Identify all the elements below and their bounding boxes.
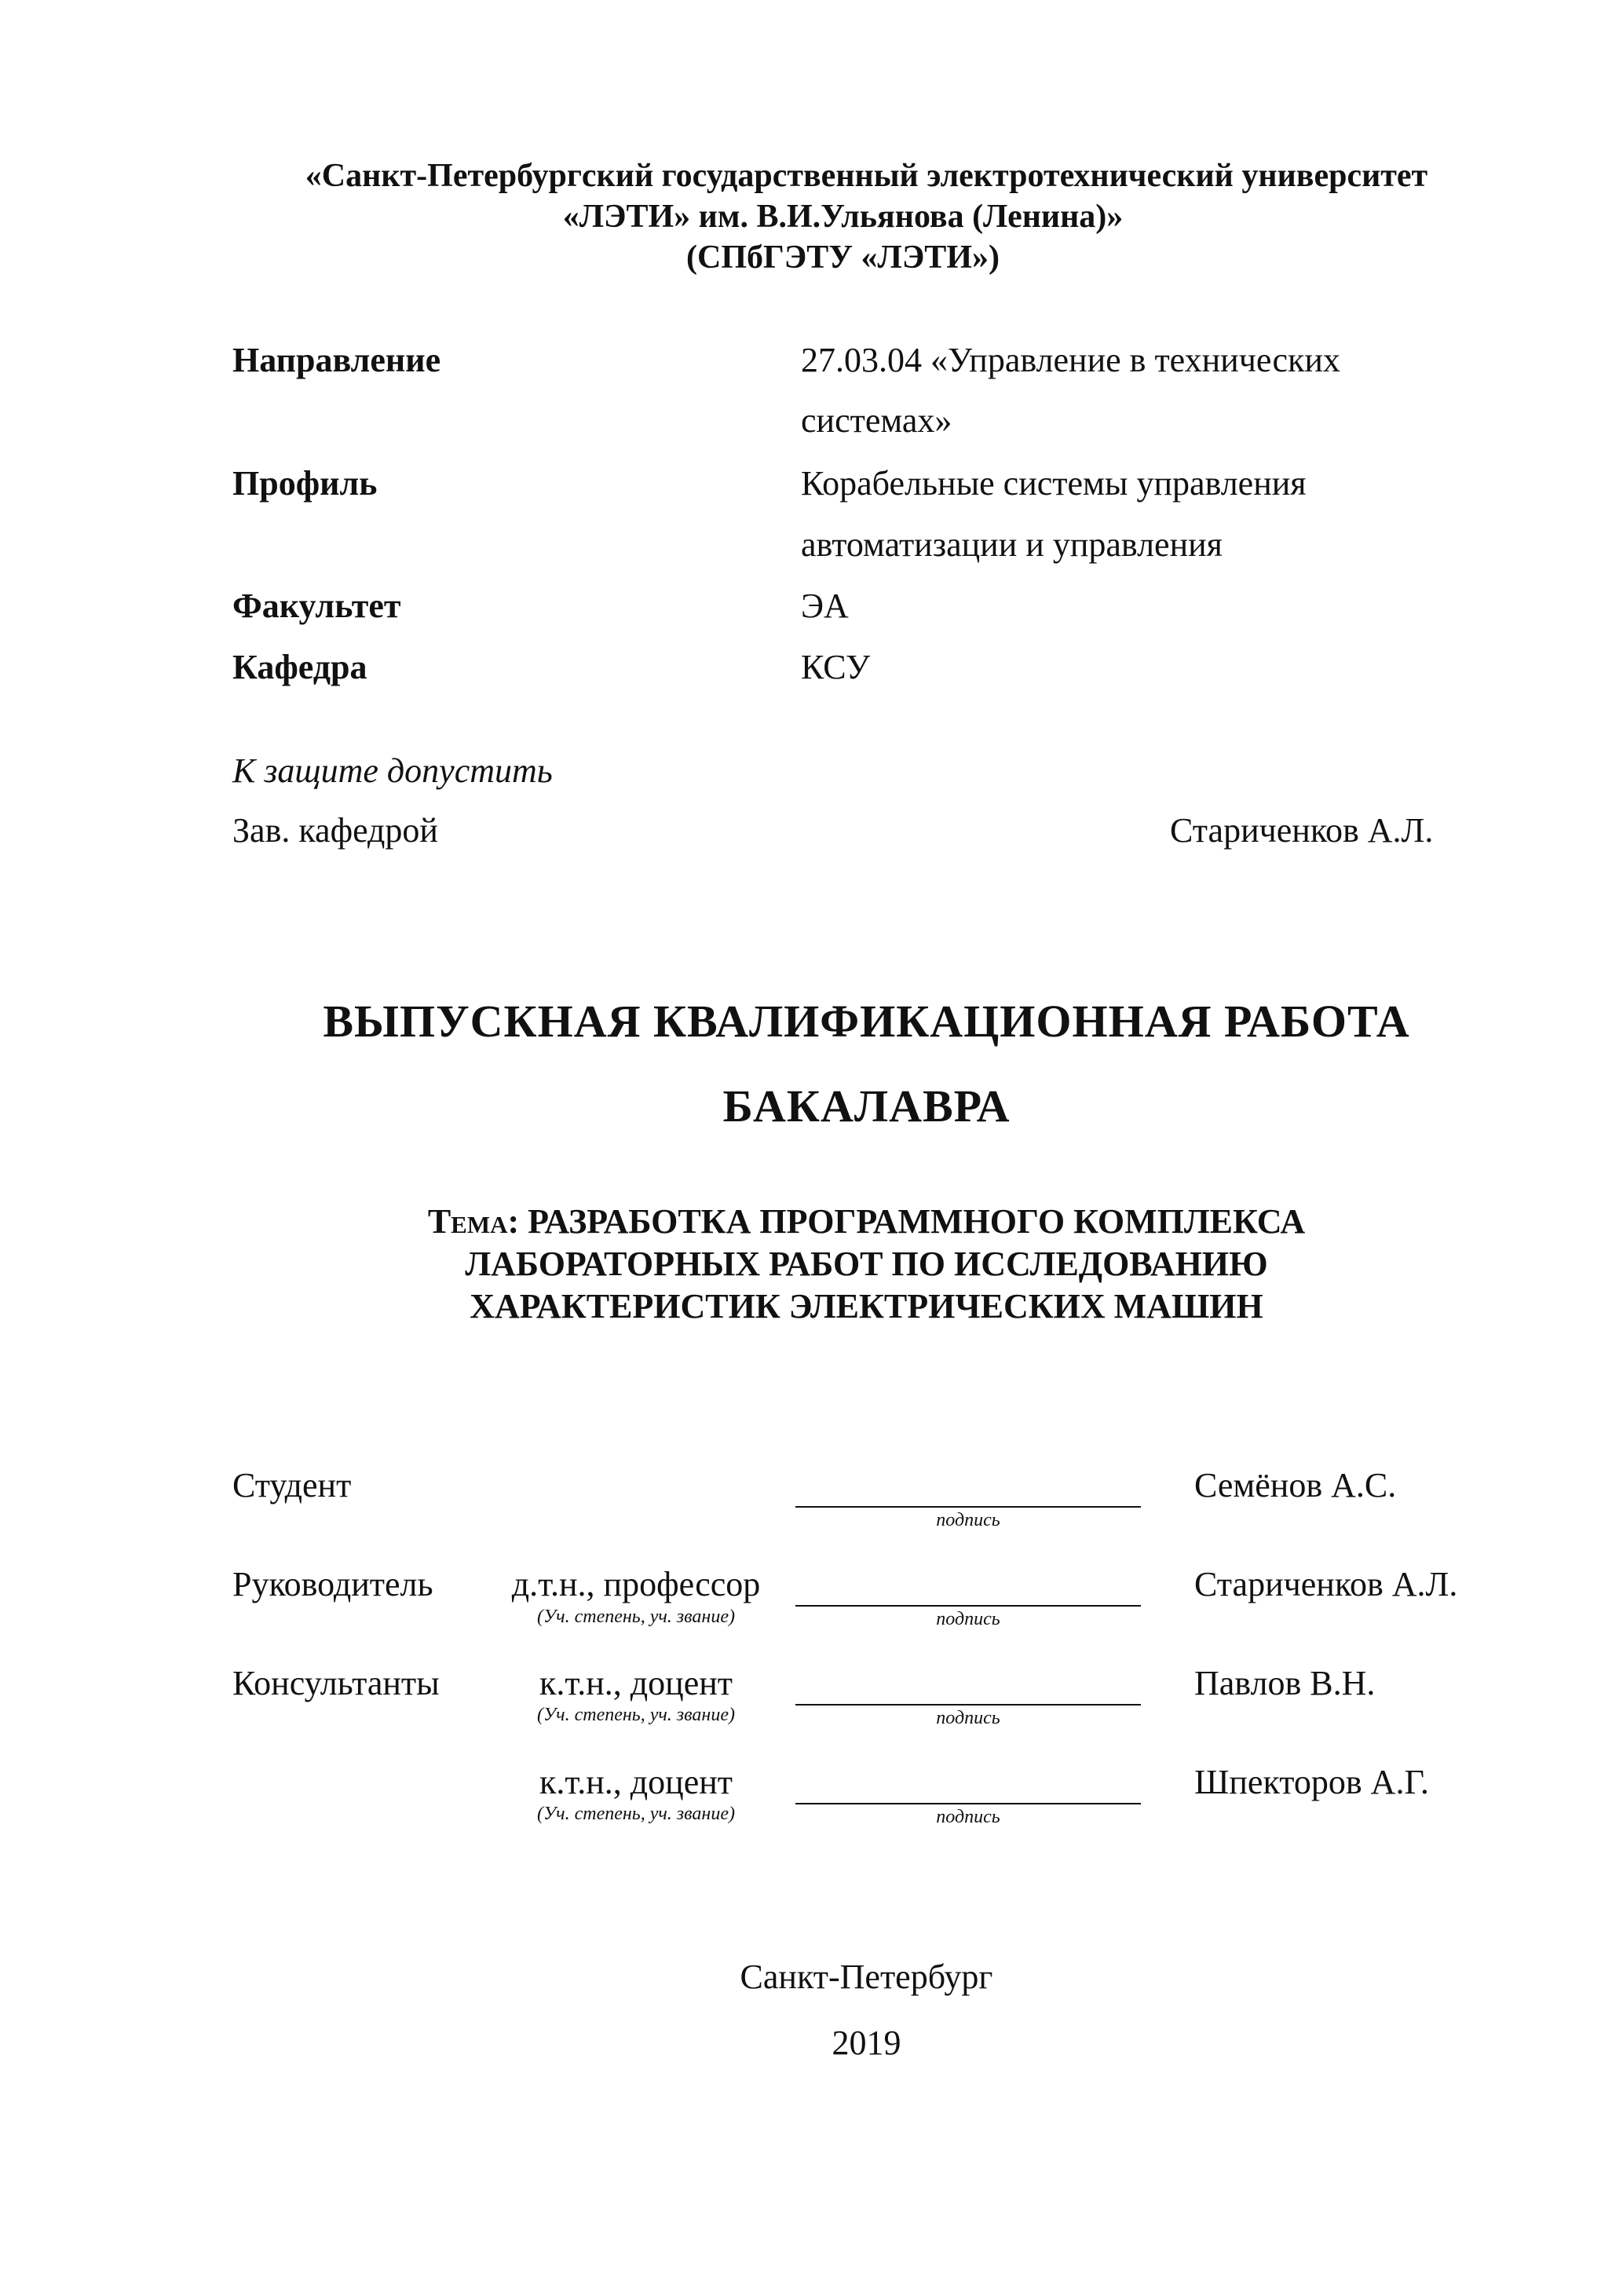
work-title-line2: БАКАЛАВРА	[722, 1080, 1011, 1132]
consultant2-degree-caption: (Уч. степень, уч. звание)	[537, 1804, 735, 1824]
faculty-value: ЭА	[801, 587, 849, 625]
theme-text-line1: РАЗРАБОТКА ПРОГРАММНОГО КОМПЛЕКСА	[528, 1202, 1306, 1241]
theme-prefix: Тема:	[427, 1202, 520, 1241]
footer-year: 2019	[832, 2024, 901, 2062]
university-abbreviation: (СПбГЭТУ «ЛЭТИ»)	[686, 239, 1000, 276]
profile-label: Профиль	[232, 464, 378, 503]
profile-value-line2: автоматизации и управления	[801, 525, 1223, 564]
supervisor-name: Стариченков А.Л.	[1194, 1565, 1458, 1603]
consultant1-degree-caption: (Уч. степень, уч. звание)	[537, 1705, 735, 1725]
consultant2-signature-caption: подпись	[936, 1807, 1000, 1827]
supervisor-signature-line	[795, 1605, 1141, 1607]
supervisor-signature-caption: подпись	[936, 1609, 1000, 1629]
direction-value-line2: системах»	[801, 401, 952, 440]
supervisor-role: Руководитель	[232, 1565, 433, 1603]
profile-value-line1: Корабельные системы управления	[801, 464, 1307, 503]
department-label: Кафедра	[232, 648, 367, 686]
department-head-label: Зав. кафедрой	[232, 811, 438, 850]
student-signature-line	[795, 1506, 1141, 1508]
footer-city: Санкт-Петербург	[740, 1958, 993, 1996]
consultant1-signature-caption: подпись	[936, 1708, 1000, 1728]
consultant2-name: Шпекторов А.Г.	[1194, 1763, 1429, 1801]
faculty-label: Факультет	[232, 587, 401, 625]
department-head-name: Стариченков А.Л.	[1170, 811, 1434, 850]
direction-value-line1: 27.03.04 «Управление в технических	[801, 341, 1340, 379]
theme-line1	[0, 1201, 1623, 1242]
supervisor-degree: д.т.н., профессор	[511, 1565, 761, 1603]
consultants-role: Консультанты	[232, 1664, 440, 1702]
university-name-line2: «ЛЭТИ» им. В.И.Ульянова (Ленина)»	[562, 199, 1124, 235]
student-name: Семёнов А.С.	[1194, 1466, 1397, 1504]
consultant1-signature-line	[795, 1704, 1141, 1706]
consultant1-name: Павлов В.Н.	[1194, 1664, 1376, 1702]
consultant2-signature-line	[795, 1803, 1141, 1804]
theme-line3: ХАРАКТЕРИСТИК ЭЛЕКТРИЧЕСКИХ МАШИН	[470, 1287, 1263, 1325]
theme-line2: ЛАБОРАТОРНЫХ РАБОТ ПО ИССЛЕДОВАНИЮ	[465, 1245, 1268, 1283]
student-signature-caption: подпись	[936, 1510, 1000, 1530]
student-role: Студент	[232, 1466, 352, 1504]
direction-label: Направление	[232, 341, 441, 379]
university-name-line1: «Санкт-Петербургский государственный электротехнический университет	[305, 158, 1428, 194]
consultant2-degree: к.т.н., доцент	[539, 1763, 733, 1801]
admission-caption: К защите допустить	[232, 751, 553, 790]
work-title-line1: ВЫПУСКНАЯ КВАЛИФИКАЦИОННАЯ РАБОТА	[323, 996, 1410, 1047]
consultant1-degree: к.т.н., доцент	[539, 1664, 733, 1702]
supervisor-degree-caption: (Уч. степень, уч. звание)	[537, 1607, 735, 1627]
department-value: КСУ	[801, 648, 871, 686]
